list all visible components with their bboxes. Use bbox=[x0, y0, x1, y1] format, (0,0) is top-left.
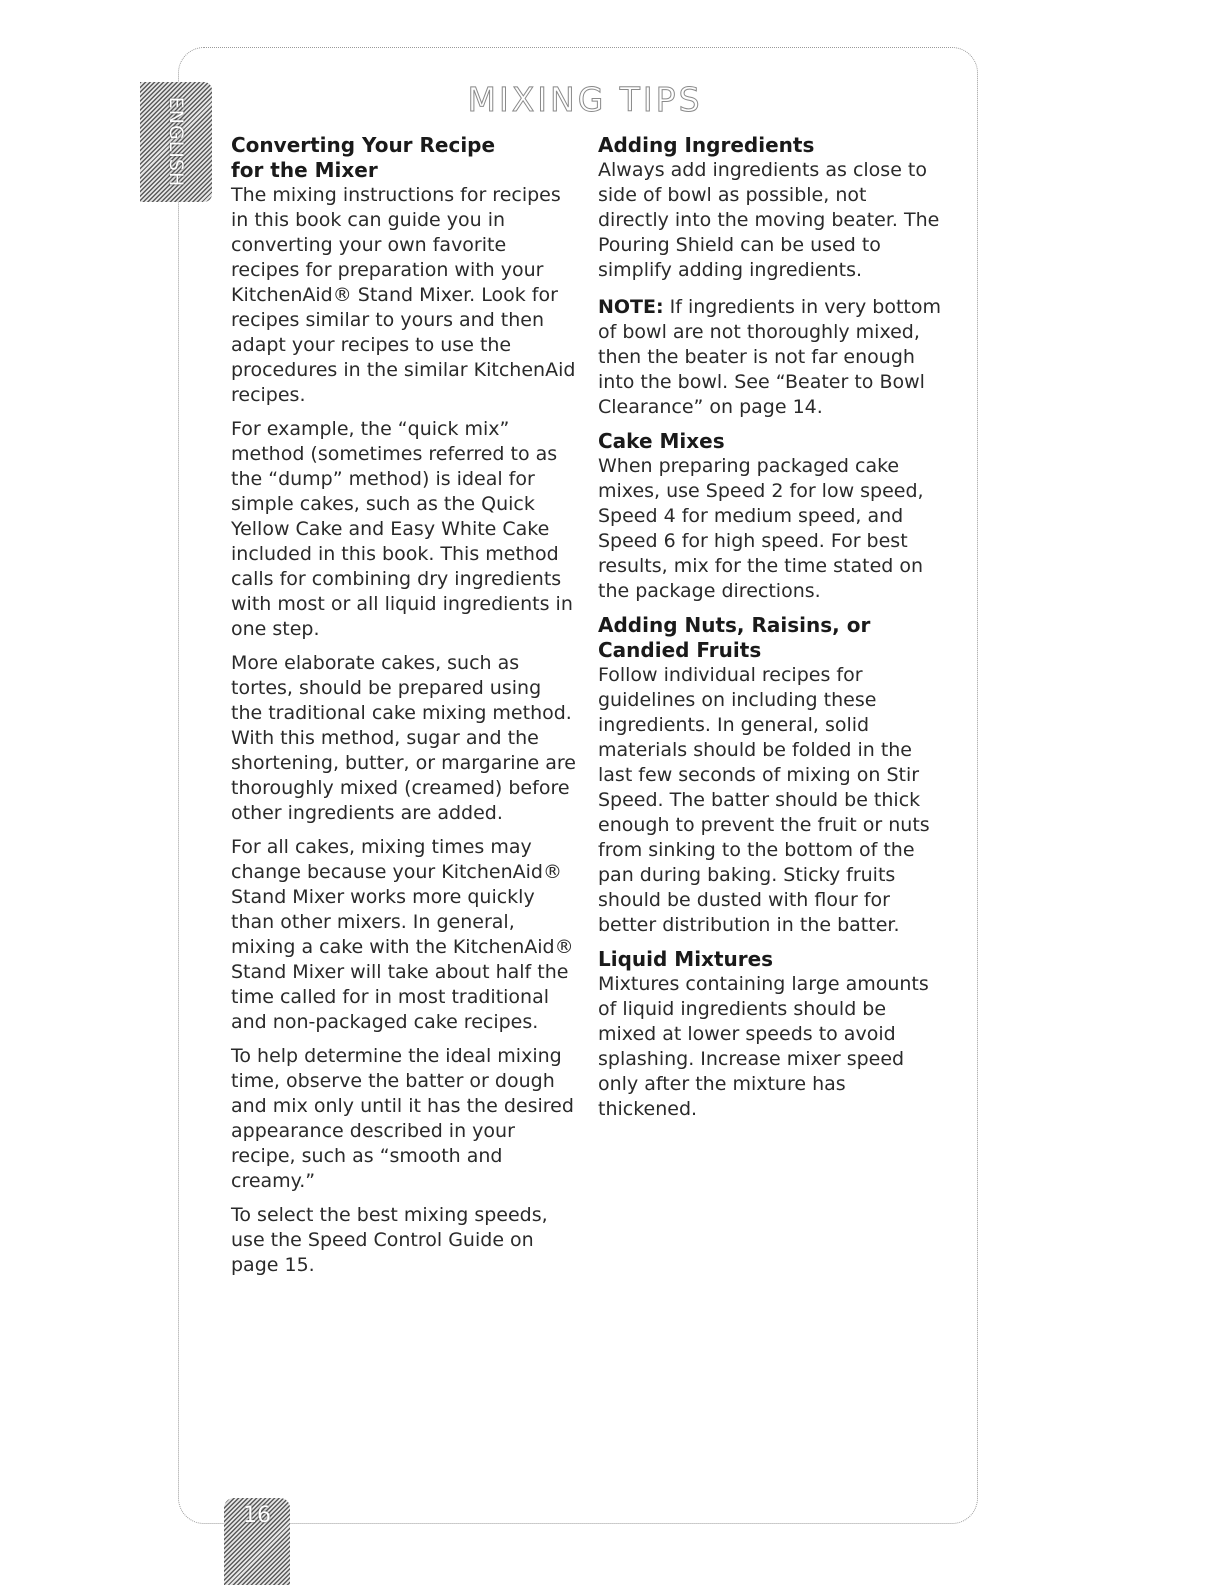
adding-ingredients-heading: Adding Ingredients bbox=[598, 133, 815, 157]
right-column bbox=[598, 133, 943, 1122]
nuts-text: Follow individual recipes for guidelines on including these ingredients. In general, solid materials should be folded in the last few seconds of mixing on Stir Speed. The batter should be thick enough to prevent the fruit or nuts from sinking to the bottom of the pan during baking. Sticky fruits should be dusted with flour for better distribution in the batter. bbox=[598, 664, 930, 936]
nuts-heading-line-2: Candied Fruits bbox=[598, 638, 762, 662]
language-tab-label: ENGLISH bbox=[165, 96, 188, 188]
converting-paragraph-1: The mixing instructions for recipes in this book can guide you in converting your own favorite recipes for preparation with your KitchenAid® Stand Mixer. Look for recipes similar to yours and then adapt your recipes to use the procedures in the similar KitchenAid recipes. bbox=[231, 184, 576, 406]
converting-paragraph-4: For all cakes, mixing times may change because your KitchenAid® Stand Mixer works more quickly than other mixers. In general, mixing a cake with the KitchenAid® Stand Mixer will take about half the time called for in most traditional and non-packaged cake recipes. bbox=[231, 836, 574, 1033]
nuts-heading-line-1: Adding Nuts, Raisins, or bbox=[598, 613, 871, 637]
converting-paragraph-2: For example, the “quick mix” method (sometimes referred to as the “dump” method) is ideal for simple cakes, such as the Quick Yellow Cake and Easy White Cake included in this book. This method calls for combining dry ingredients with most or all liquid ingredients in one step. bbox=[231, 418, 573, 640]
note-paragraph bbox=[598, 295, 943, 420]
converting-heading-line-2: for the Mixer bbox=[231, 158, 378, 182]
adding-ingredients-text: Always add ingredients as close to side of bowl as possible, not directly into the moving beater. The Pouring Shield can be used to simplify adding ingredients. bbox=[598, 159, 940, 281]
cake-mixes-text: When preparing packaged cake mixes, use Speed 2 for low speed, Speed 4 for medium speed, and Speed 6 for high speed. For best results, mix for the time stated on the package directions. bbox=[598, 455, 924, 602]
page-number: 16 bbox=[243, 1503, 271, 1528]
page-title: MIXING TIPS bbox=[467, 80, 703, 119]
language-tab bbox=[140, 82, 212, 202]
converting-paragraph-6: To select the best mixing speeds, use the Speed Control Guide on page 15. bbox=[231, 1204, 548, 1276]
converting-paragraph-5: To help determine the ideal mixing time, observe the batter or dough and mix only until it has the desired appearance described in your recipe, such as “smooth and creamy.” bbox=[231, 1045, 574, 1192]
cake-mixes-heading: Cake Mixes bbox=[598, 429, 725, 453]
converting-heading-line-1: Converting Your Recipe bbox=[231, 133, 496, 157]
note-text: If ingredients in very bottom of bowl are not thoroughly mixed, then the beater is not far enough into the bowl. See “Beater to Bowl Clearance” on page 14. bbox=[598, 296, 941, 418]
liquid-mixtures-heading: Liquid Mixtures bbox=[598, 947, 774, 971]
converting-paragraph-3: More elaborate cakes, such as tortes, should be prepared using the traditional cake mixing method. With this method, sugar and the shortening, butter, or margarine are thoroughly mixed (creamed) before other ingredients are added. bbox=[231, 652, 576, 824]
note-label: NOTE: bbox=[598, 296, 664, 318]
left-column bbox=[231, 133, 576, 1278]
liquid-mixtures-text: Mixtures containing large amounts of liquid ingredients should be mixed at lower speeds to avoid splashing. Increase mixer speed only after the mixture has thickened. bbox=[598, 973, 929, 1120]
